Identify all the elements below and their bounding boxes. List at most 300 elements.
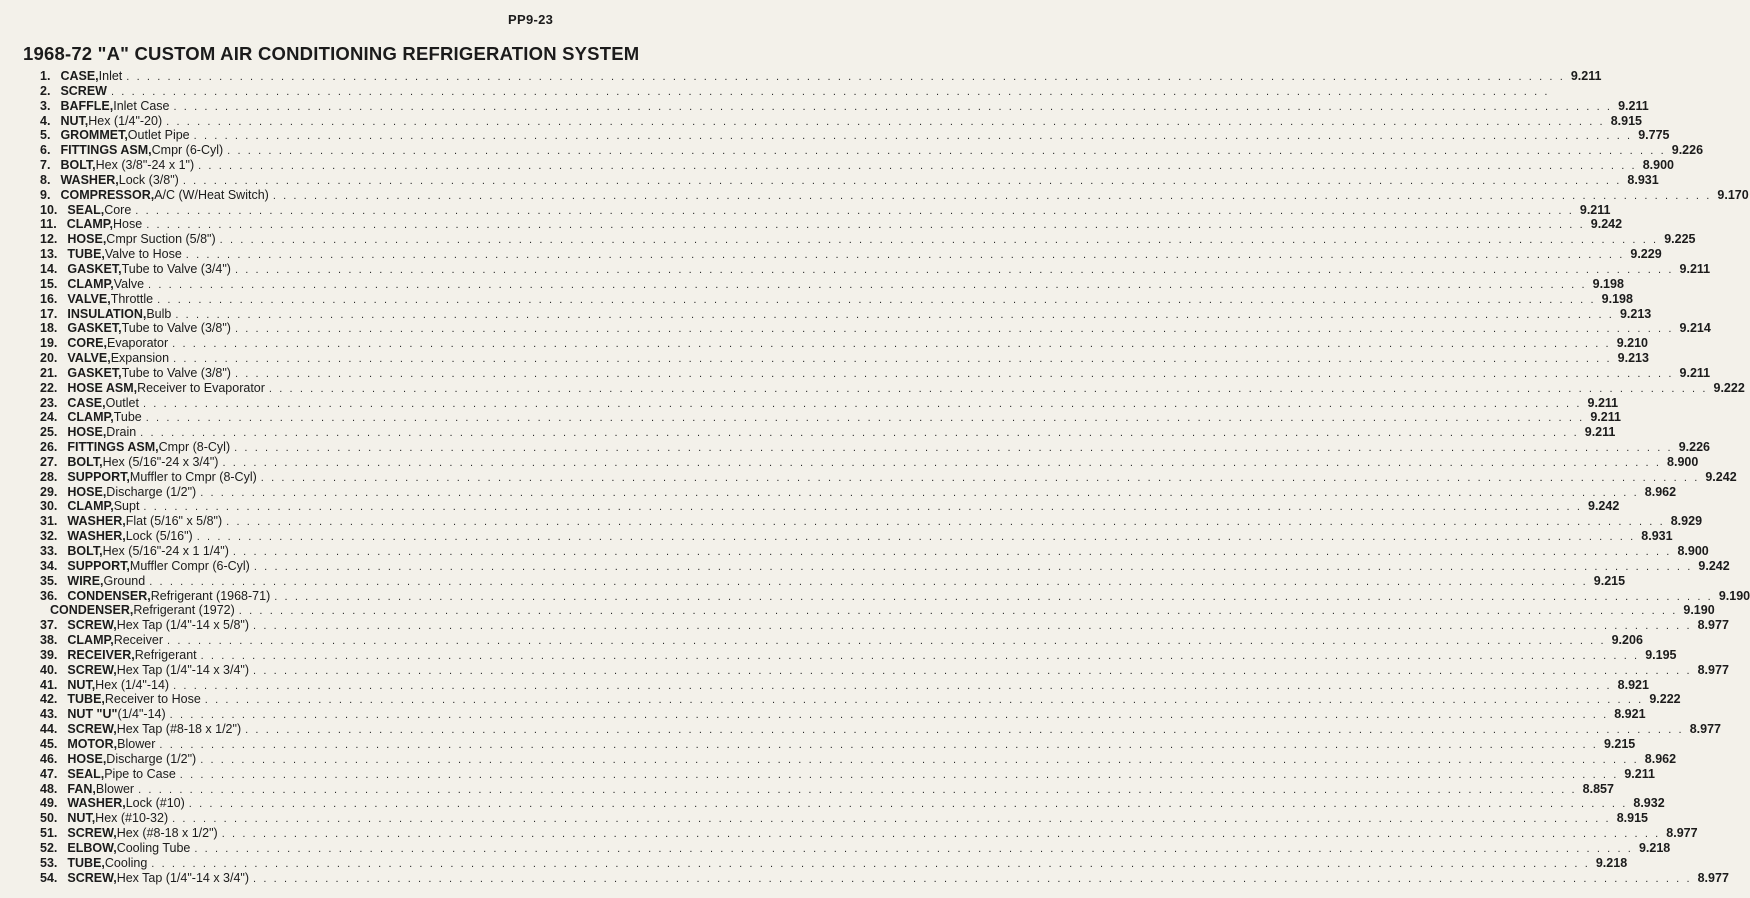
- group-number: 9.775: [1638, 128, 1670, 143]
- part-row: [40, 158, 1674, 173]
- part-name: VALVE,: [67, 291, 111, 306]
- part-name: CASE,: [67, 395, 106, 410]
- group-number: 9.213: [1617, 351, 1649, 366]
- part-description: Supt: [113, 499, 140, 514]
- part-row: [40, 781, 1614, 797]
- part-number: 27.: [40, 454, 58, 469]
- group-number: 9.198: [1592, 276, 1624, 291]
- part-name: SEAL,: [67, 202, 105, 217]
- part-description: Receiver to Evaporator: [137, 380, 265, 395]
- part-name: HOSE,: [67, 232, 107, 247]
- leader-dots: . . . . . . . . . . . . . . . . . . . . . . . . . . . . . . . . . . . . . . . . . . . . . . . . . . . . . . . . . . . . . . . . . . . . . . . . . . . . . . . . . . . . . . . . . . . . . . . . . . . . . . . . . . . . . . . . . . . . . . . . . . . . . . . . . . . . . . . . . . . .: [198, 160, 1637, 173]
- leader-dots: . . . . . . . . . . . . . . . . . . . . . . . . . . . . . . . . . . . . . . . . . . . . . . . . . . . . . . . . . . . . . . . . . . . . . . . . . . . . . . . . . . . . . . . . . . . . . . . . . . . . . . . . . . . . . . . . . . . . . . . . . . . . . . . . . . . . . . . . . . . .: [222, 456, 1662, 469]
- leader-dots: . . . . . . . . . . . . . . . . . . . . . . . . . . . . . . . . . . . . . . . . . . . . . . . . . . . . . . . . . . . . . . . . . . . . . . . . . . . . . . . . . . . . . . . . . . . . . . . . . . . . . . . . . . . . . . . . . . . . . . . . . . . . . . . . . . . . . . . . . . . .: [167, 635, 1606, 648]
- group-number: 9.211: [1679, 261, 1711, 276]
- leader-dots: . . . . . . . . . . . . . . . . . . . . . . . . . . . . . . . . . . . . . . . . . . . . . . . . . . . . . . . . . . . . . . . . . . . . . . . . . . . . . . . . . . . . . . . . . . . . . . . . . . . . . . . . . . . . . . . . . . . . . . . . . . . . . . . . . . . . . . . . . . . .: [200, 753, 1639, 766]
- leader-dots: . . . . . . . . . . . . . . . . . . . . . . . . . . . . . . . . . . . . . . . . . . . . . . . . . . . . . . . . . . . . . . . . . . . . . . . . . . . . . . . . . . . . . . . . . . . . . . . . . . . . . . . . . . . . . . . . . . . . . . . . . . . . . . . . . . . . . . . . . . . .: [260, 471, 1700, 484]
- part-row: [40, 83, 1550, 99]
- part-number: 33.: [40, 544, 58, 558]
- part-row: [40, 633, 1643, 648]
- group-number: 8.977: [1689, 722, 1721, 737]
- group-number: 9.242: [1698, 558, 1730, 573]
- part-description: Inlet: [98, 69, 123, 83]
- part-description: Evaporator: [106, 336, 169, 351]
- part-row: [40, 454, 1699, 470]
- part-description: (1/4"-14): [117, 707, 166, 722]
- leader-dots: . . . . . . . . . . . . . . . . . . . . . . . . . . . . . . . . . . . . . . . . . . . . . . . . . . . . . . . . . . . . . . . . . . . . . . . . . . . . . . . . . . . . . . . . . . . . . . . . . . . . . . . . . . . . . . . . . . . . . . . . . . . . . . . . . . . . . . . . . . . .: [226, 516, 1665, 529]
- part-description: Inlet Case: [113, 98, 170, 113]
- part-row: [40, 544, 1709, 559]
- part-number: 52.: [40, 840, 58, 855]
- part-number: 25.: [40, 425, 58, 440]
- part-name: BOLT,: [60, 158, 96, 173]
- group-number: 8.900: [1667, 454, 1699, 469]
- part-row: [40, 677, 1649, 693]
- part-description: Hose: [113, 217, 143, 232]
- part-row: [40, 855, 1628, 871]
- leader-dots: . . . . . . . . . . . . . . . . . . . . . . . . . . . . . . . . . . . . . . . . . . . . . . . . . . . . . . . . . . . . . . . . . . . . . . . . . . . . . . . . . . . . . . . . . . . . . . . . . . . . . . . . . . . . . . . . . . . . . . . . . . . . . . . . . . . . . . . . . . . .: [143, 501, 1582, 514]
- part-number: 45.: [40, 736, 58, 751]
- group-number: 9.195: [1645, 647, 1677, 662]
- part-description: Hex (5/16"-24 x 3/4"): [102, 454, 219, 469]
- part-row: [40, 261, 1711, 277]
- part-number: 14.: [40, 261, 58, 276]
- leader-dots: . . . . . . . . . . . . . . . . . . . . . . . . . . . . . . . . . . . . . . . . . . . . . . . . . . . . . . . . . . . . . . . . . . . . . . . . . . . . . . . . . . . . . . . . . . . . . . . . . . . . . . . . . . . . . . . . . . . . . . . . . . . . . . . . . . . . . . . . . . . .: [188, 798, 1628, 811]
- page-title: 1968-72 "A" CUSTOM AIR CONDITIONING REFRIGERATION SYSTEM: [23, 43, 640, 64]
- group-number: 8.962: [1644, 484, 1677, 499]
- part-name: SCREW,: [67, 618, 117, 633]
- part-row: [40, 425, 1616, 440]
- leader-dots: . . . . . . . . . . . . . . . . . . . . . . . . . . . . . . . . . . . . . . . . . . . . . . . . . . . . . . . . . . . . . . . . . . . . . . . . . . . . . . . . . . . . . . . . . . . . . . . . . . . . . . . . . . . . . . . . . . . . . . . . . . . . . . . . . . . . . . . . . . . .: [173, 679, 1612, 692]
- group-number: 9.213: [1619, 306, 1652, 321]
- part-row: [40, 187, 1749, 203]
- part-row: [40, 351, 1649, 366]
- part-description: Hex Tap (#8-18 x 1/2"): [116, 722, 242, 737]
- part-number: 35.: [40, 573, 58, 588]
- leader-dots: . . . . . . . . . . . . . . . . . . . . . . . . . . . . . . . . . . . . . . . . . . . . . . . . . . . . . . . . . . . . . . . . . . . . . . . . . . . . . . . . . . . . . . . . . . . . . . . . . . . . . . . . . . . . . . . . . . . . . . . . . . . . . . . . . . . . . . . . . . . .: [151, 857, 1590, 870]
- part-row: [40, 143, 1704, 158]
- part-description: Hex (3/8"-24 x 1"): [95, 158, 195, 173]
- group-number: 9.211: [1587, 395, 1619, 410]
- group-number: 9.222: [1649, 692, 1681, 707]
- part-row: [40, 380, 1745, 396]
- part-row: [40, 410, 1621, 425]
- part-row: [40, 469, 1737, 485]
- part-row: [40, 662, 1729, 678]
- part-number: 51.: [40, 826, 58, 841]
- part-description: Hex (#10-32): [95, 811, 169, 826]
- leader-dots: . . . . . . . . . . . . . . . . . . . . . . . . . . . . . . . . . . . . . . . . . . . . . . . . . . . . . . . . . . . . . . . . . . . . . . . . . . . . . . . . . . . . . . . . . . . . . . . . . . . . . . . . . . . . . . . . . . . . . . . . . . . . . . . . . . . . . . . . . . . .: [234, 323, 1674, 336]
- part-description: Throttle: [110, 291, 154, 306]
- part-description: Muffler to Cmpr (8-Cyl): [129, 469, 257, 484]
- part-name: GROMMET,: [60, 128, 128, 143]
- part-name: TUBE,: [67, 692, 105, 707]
- part-description: Outlet: [105, 395, 139, 410]
- part-number: 6.: [40, 143, 51, 158]
- group-number: 9.222: [1713, 380, 1745, 395]
- group-number: 9.226: [1671, 143, 1704, 158]
- part-row: [40, 128, 1670, 143]
- leader-dots: . . . . . . . . . . . . . . . . . . . . . . . . . . . . . . . . . . . . . . . . . . . . . . . . . . . . . . . . . . . . . . . . . . . . . . . . . . . . . . . . . . . . . . . . . . . . . . . . . . . . . . . . . . . . . . . . . . . . . . . . . . . . . . . . . . . . . . . . . . . .: [175, 308, 1614, 321]
- page-number: PP9-23: [508, 12, 554, 27]
- part-name: GASKET,: [67, 261, 122, 276]
- part-name: NUT,: [67, 677, 96, 692]
- part-row: [40, 618, 1729, 633]
- leader-dots: . . . . . . . . . . . . . . . . . . . . . . . . . . . . . . . . . . . . . . . . . . . . . . . . . . . . . . . . . . . . . . . . . . . . . . . . . . . . . . . . . . . . . . . . . . . . . . . . . . . . . . . . . . . . . . . . . . . . . . . . . . . . . . . . . . . . . . . . . . . .: [253, 560, 1693, 573]
- leader-dots: . . . . . . . . . . . . . . . . . . . . . . . . . . . . . . . . . . . . . . . . . . . . . . . . . . . . . . . . . . . . . . . . . . . . . . . . . . . . . . . . . . . . . . . . . . . . . . . . . . . . . . . . . . . . . . . . . . . . . . . . . . . . . . . . . . . . . . . . . . . .: [204, 694, 1644, 707]
- part-name: HOSE,: [67, 425, 107, 440]
- group-number: 8.915: [1616, 811, 1648, 826]
- part-description: Refrigerant: [134, 647, 197, 662]
- part-row: [40, 796, 1665, 811]
- group-number: 8.977: [1697, 662, 1729, 677]
- leader-dots: . . . . . . . . . . . . . . . . . . . . . . . . . . . . . . . . . . . . . . . . . . . . . . . . . . . . . . . . . . . . . . . . . . . . . . . . . . . . . . . . . . . . . . . . . . . . . . . . . . . . . . . . . . . . . . . . . . . . . . . . . . . . . . . . . . . . . . . . . . . .: [253, 872, 1692, 885]
- part-number: 39.: [40, 647, 58, 662]
- leader-dots: . . . . . . . . . . . . . . . . . . . . . . . . . . . . . . . . . . . . . . . . . . . . . . . . . . . . . . . . . . . . . . . . . . . . . . . . . . . . . . . . . . . . . . . . . . . . . . . . . . . . . . . . . . . . . . . . . . . . . . . . . . . . . . . . . . . . . . . . . . . .: [200, 649, 1640, 662]
- part-description: Cooling Tube: [116, 840, 191, 855]
- part-name: SCREW: [60, 83, 107, 98]
- part-name: HOSE,: [67, 484, 107, 499]
- group-number: 8.977: [1697, 870, 1729, 885]
- leader-dots: . . . . . . . . . . . . . . . . . . . . . . . . . . . . . . . . . . . . . . . . . . . . . . . . . . . . . . . . . . . . . . . . . . . . . . . . . . . . . . . . . . . . . . . . . . . . . . . . . . . . . . . . . . . . . . . . . . . . . . . . . . . . . . . . . . . . . . . . . . . .: [200, 486, 1639, 499]
- part-description: Valve: [113, 276, 145, 291]
- part-row: [40, 766, 1655, 782]
- part-number: 42.: [40, 692, 58, 707]
- part-description: Blower: [117, 736, 156, 751]
- part-name: BOLT,: [67, 454, 103, 469]
- part-row: [40, 365, 1711, 381]
- group-number: 9.214: [1679, 321, 1711, 336]
- part-description: Drain: [106, 425, 137, 440]
- part-description: Ground: [103, 573, 146, 588]
- part-name: CLAMP,: [67, 499, 114, 514]
- part-row: [40, 247, 1662, 262]
- part-number: 22.: [40, 380, 58, 395]
- part-name: NUT,: [60, 113, 89, 128]
- part-description: Tube to Valve (3/8"): [121, 365, 231, 380]
- part-name: SEAL,: [67, 766, 105, 781]
- part-number: 5.: [40, 128, 51, 143]
- part-description: Receiver: [113, 633, 164, 648]
- part-name: GASKET,: [67, 321, 122, 336]
- part-name: COMPRESSOR,: [60, 187, 155, 202]
- group-number: 8.931: [1641, 529, 1673, 544]
- group-number: 8.977: [1666, 826, 1698, 841]
- part-number: 44.: [40, 722, 58, 737]
- group-number: 9.229: [1630, 247, 1662, 262]
- leader-dots: . . . . . . . . . . . . . . . . . . . . . . . . . . . . . . . . . . . . . . . . . . . . . . . . . . . . . . . . . . . . . . . . . . . . . . . . . . . . . . . . . . . . . . . . . . . . . . . . . . . . . . . . . . . . . . . . . . . . . . . . . . . . . . . . . . . . . . . . . . . .: [185, 249, 1625, 262]
- group-number: 8.900: [1677, 544, 1709, 558]
- leader-dots: . . . . . . . . . . . . . . . . . . . . . . . . . . . . . . . . . . . . . . . . . . . . . . . . . . . . . . . . . . . . . . . . . . . . . . . . . . . . . . . . . . . . . . . . . . . . . . . . . . . . . . . . . . . . . . . . . . . . . . . . . . . . . . . . . . . . . . . . . . . .: [173, 353, 1612, 366]
- leader-dots: . . . . . . . . . . . . . . . . . . . . . . . . . . . . . . . . . . . . . . . . . . . . . . . . . . . . . . . . . . . . . . . . . . . . . . . . . . . . . . . . . . . . . . . . . . . . . . . . . . . . . . . . . . . . . . . . . . . . . . . . . . . . . . . . . . . . . . . . . . . .: [159, 738, 1598, 751]
- part-number: 41.: [40, 677, 58, 692]
- part-number: 53.: [40, 855, 58, 870]
- part-name: MOTOR,: [67, 736, 118, 751]
- part-name: VALVE,: [67, 351, 111, 366]
- leader-dots: . . . . . . . . . . . . . . . . . . . . . . . . . . . . . . . . . . . . . . . . . . . . . . . . . . . . . . . . . . . . . . . . . . . . . . . . . . . . . . . . . . . . . . . . . . . . . . . . . . . . . . . . . . . . . . . . . . . . . . . . . . . . . . . . . . . . . . . . . . . .: [179, 768, 1619, 781]
- part-number: 29.: [40, 484, 58, 499]
- group-number: 9.170: [1717, 187, 1749, 202]
- part-name: GASKET,: [67, 365, 122, 380]
- leader-dots: . . . . . . . . . . . . . . . . . . . . . . . . . . . . . . . . . . . . . . . . . . . . . . . . . . . . . . . . . . . . . . . . . . . . . . . . . . . . . . . . . . . . . . . . . . . . . . . . . . . . . . . . . . . . . . . . . . . . . . . . . . . . . . . . . . . . . . . . . . . .: [227, 145, 1666, 158]
- leader-dots: . . . . . . . . . . . . . . . . . . . . . . . . . . . . . . . . . . . . . . . . . . . . . . . . . . . . . . . . . . . . . . . . . . . . . . . . . . . . . . . . . . . . . . . . . . . . . . . . . . . . . . . . . . . . . . . . . . . . . . . . . . . . . . . . . . . . . . . . . . . .: [138, 783, 1577, 796]
- part-row: [40, 395, 1619, 411]
- part-description: Outlet Pipe: [127, 128, 190, 143]
- part-row: [40, 811, 1648, 826]
- part-name: NUT "U": [67, 707, 118, 722]
- part-row: [40, 603, 1715, 618]
- part-number: 54.: [40, 870, 58, 885]
- part-row: [40, 647, 1677, 663]
- part-name: FITTINGS ASM,: [67, 440, 159, 455]
- group-number: 9.211: [1584, 425, 1616, 440]
- part-description: Hex Tap (1/4"-14 x 3/4"): [116, 662, 250, 677]
- part-name: CLAMP,: [67, 276, 114, 291]
- part-name: CLAMP,: [67, 410, 114, 425]
- part-name: RECEIVER,: [67, 647, 135, 662]
- leader-dots: . . . . . . . . . . . . . . . . . . . . . . . . . . . . . . . . . . . . . . . . . . . . . . . . . . . . . . . . . . . . . . . . . . . . . . . . . . . . . . . . . . . . . . . . . . . . . . . . . . . . . . . . . . . . . . . . . . . . . . . . . . . . . . . . . . . . . . . . . . . .: [166, 115, 1605, 128]
- part-number: 1.: [40, 69, 51, 83]
- part-number: 10.: [40, 202, 58, 217]
- part-row: [40, 202, 1611, 218]
- leader-dots: . . . . . . . . . . . . . . . . . . . . . . . . . . . . . . . . . . . . . . . . . . . . . . . . . . . . . . . . . . . . . . . . . . . . . . . . . . . . . . . . . . . . . . . . . . . . . . . . . . . . . . . . . . . . . . . . . . . . . . . . . . . . . . . . . . . . . . . . . . . .: [253, 620, 1692, 633]
- group-number: 9.215: [1593, 573, 1626, 588]
- part-number: 16.: [40, 291, 58, 306]
- part-name: FAN,: [67, 781, 96, 796]
- part-name: BOLT,: [67, 544, 103, 558]
- leader-dots: . . . . . . . . . . . . . . . . . . . . . . . . . . . . . . . . . . . . . . . . . . . . . . . . . . . . . . . . . . . . . . . . . . . . . . . . . . . . . . . . . . . . . . . . . . . . . . . . . . . . . . . . . . . . . . . . . . . . . . . . . . . . . . . . . . . . . . . . . . . .: [142, 397, 1582, 410]
- group-number: 8.929: [1670, 514, 1703, 529]
- part-number: 50.: [40, 811, 58, 826]
- part-description: Refrigerant (1968-71): [150, 588, 271, 603]
- part-name: TUBE,: [67, 855, 105, 870]
- part-number: 21.: [40, 365, 58, 380]
- part-name: CONDENSER,: [67, 588, 151, 603]
- group-number: 9.190: [1718, 588, 1750, 603]
- part-description: Receiver to Hose: [104, 692, 201, 707]
- part-description: Cmpr (6-Cyl): [151, 143, 224, 158]
- leader-dots: . . . . . . . . . . . . . . . . . . . . . . . . . . . . . . . . . . . . . . . . . . . . . . . . . . . . . . . . . . . . . . . . . . . . . . . . . . . . . . . . . . . . . . . . . . . . . . . . . . . . . . . . . . . . . . . . . . . . . . . . . . . . . . . . . . . . . . . . . . . .: [234, 263, 1674, 276]
- part-name: WASHER,: [60, 172, 119, 187]
- part-number: 12.: [40, 232, 58, 247]
- part-row: [40, 751, 1677, 767]
- part-name: SCREW,: [67, 870, 117, 885]
- part-row: [40, 573, 1626, 589]
- part-name: CLAMP,: [67, 633, 114, 648]
- part-number: 40.: [40, 662, 58, 677]
- part-row: [40, 499, 1620, 514]
- part-row: [40, 113, 1642, 129]
- part-number: 11.: [40, 217, 57, 232]
- part-number: 2.: [40, 83, 51, 98]
- part-description: Tube: [113, 410, 142, 425]
- group-number: 9.218: [1638, 840, 1671, 855]
- part-name: INSULATION,: [67, 306, 147, 321]
- part-row: [40, 217, 1623, 232]
- part-description: Lock (3/8"): [118, 172, 179, 187]
- part-row: [40, 722, 1721, 737]
- part-row: [40, 826, 1698, 841]
- group-number: 9.190: [1683, 603, 1715, 618]
- part-description: Core: [104, 202, 132, 217]
- part-number: 34.: [40, 558, 58, 573]
- part-row: [40, 69, 1602, 84]
- leader-dots: . . . . . . . . . . . . . . . . . . . . . . . . . . . . . . . . . . . . . . . . . . . . . . . . . . . . . . . . . . . . . . . . . . . . . . . . . . . . . . . . . . . . . . . . . . . . . . . . . . . . . . . . . . . . . . . . . . . . . . . . . . . . . . . . . . . . . . . . . . . .: [219, 234, 1659, 247]
- group-number: 9.210: [1616, 336, 1648, 351]
- part-name: HOSE ASM,: [67, 380, 138, 395]
- part-row: [40, 870, 1729, 886]
- part-number: 19.: [40, 336, 58, 351]
- part-name: HOSE,: [67, 751, 107, 766]
- part-row: [40, 840, 1671, 856]
- leader-dots: . . . . . . . . . . . . . . . . . . . . . . . . . . . . . . . . . . . . . . . . . . . . . . . . . . . . . . . . . . . . . . . . . . . . . . . . . . . . . . . . . . . . . . . . . . . . . . . . . . . . . . . . . . . . . . . . . . . . . . . . . . . . . . . . . . . . . . . . . . . .: [149, 575, 1588, 588]
- leader-dots: . . . . . . . . . . . . . . . . . . . . . . . . . . . . . . . . . . . . . . . . . . . . . . . . . . . . . . . . . . . . . . . . . . . . . . . . . . . . . . . . . . . . . . . . . . . . . . . . . . . . . . . . . . . . . . . . . . . . . . . . . . . . . . . . . . . . . . . . . . . .: [182, 174, 1622, 187]
- leader-dots: . . . . . . . . . . . . . . . . . . . . . . . . . . . . . . . . . . . . . . . . . . . . . . . . . . . . . . . . . . . . . . . . . . . . . . . . . . . . . . . . . . . . . . . . . . . . . . . . . . . . . . . . . . . . . . . . . . . . . . . . . . . . . . . . . . . . . . . . . . . .: [172, 813, 1611, 826]
- group-number: 9.215: [1603, 736, 1636, 751]
- part-row: [40, 232, 1696, 247]
- group-number: 8.931: [1627, 172, 1659, 187]
- part-number: 49.: [40, 796, 58, 811]
- part-description: A/C (W/Heat Switch): [154, 187, 269, 202]
- part-name: CONDENSER,: [50, 603, 134, 618]
- part-description: Pipe to Case: [104, 766, 176, 781]
- part-number: 36.: [40, 588, 58, 603]
- group-number: 9.226: [1678, 440, 1710, 455]
- leader-dots: . . . . . . . . . . . . . . . . . . . . . . . . . . . . . . . . . . . . . . . . . . . . . . . . . . . . . . . . . . . . . . . . . . . . . . . . . . . . . . . . . . . . . . . . . . . . . . . . . . . . . . . . . . . . . . . . . . . . . . . . . . . . . . . . . . . . . . . . . . . .: [172, 338, 1611, 351]
- group-number: 9.211: [1579, 202, 1611, 217]
- group-number: 9.242: [1590, 217, 1623, 232]
- group-number: 9.211: [1590, 410, 1621, 425]
- part-row: [40, 558, 1730, 574]
- part-description: Hex (5/16"-24 x 1 1/4"): [102, 544, 229, 558]
- leader-dots: . . . . . . . . . . . . . . . . . . . . . . . . . . . . . . . . . . . . . . . . . . . . . . . . . . . . . . . . . . . . . . . . . . . . . . . . . . . . . . . . . . . . . . . . . . . . . . . . . . . . . . . . . . . . . . . . . . . . . . . . . . . . . . . . . . . . . . . . . . . .: [135, 204, 1574, 217]
- part-number: 20.: [40, 351, 58, 366]
- part-number: 23.: [40, 395, 58, 410]
- leader-dots: . . . . . . . . . . . . . . . . . . . . . . . . . . . . . . . . . . . . . . . . . . . . . . . . . . . . . . . . . . . . . . . . . . . . . . . . . . . . . . . . . . . . . . . . . . . . . . . . . . . . . . . . . . . . . . . . . . . . . . . . . . . . . . . . . . . . . . . . . . . .: [232, 546, 1672, 558]
- leader-dots: . . . . . . . . . . . . . . . . . . . . . . . . . . . . . . . . . . . . . . . . . . . . . . . . . . . . . . . . . . . . . . . . . . . . . . . . . . . . . . . . . . . . . . . . . . . . . . . . . . . . . . . . . . . . . . . . . . . . . . . . . . . . . . . . . . . . . . . . . . . .: [194, 842, 1633, 855]
- part-number: 3.: [40, 98, 51, 113]
- leader-dots: . . . . . . . . . . . . . . . . . . . . . . . . . . . . . . . . . . . . . . . . . . . . . . . . . . . . . . . . . . . . . . . . . . . . . . . . . . . . . . . . . . . . . . . . . . . . . . . . . . . . . . . . . . . . . . . . . . . . . . . . . . . . . . . . . . . . . . . . . . . .: [145, 412, 1585, 425]
- part-number: 47.: [40, 766, 58, 781]
- group-number: 9.206: [1611, 633, 1643, 648]
- part-row: [40, 707, 1646, 722]
- part-number: 30.: [40, 499, 58, 514]
- group-number: 9.211: [1570, 69, 1602, 83]
- part-number: 4.: [40, 113, 51, 128]
- part-number: 17.: [40, 306, 58, 321]
- group-number: 8.932: [1633, 796, 1665, 811]
- part-name: CASE,: [60, 69, 99, 83]
- leader-dots: . . . . . . . . . . . . . . . . . . . . . . . . . . . . . . . . . . . . . . . . . . . . . . . . . . . . . . . . . . . . . . . . . . . . . . . . . . . . . . . . . . . . . . . . . . . . . . . . . . . . . . . . . . . . . . . . . . . . . . . . . . . . . . . . . . . . . . . . . . . .: [245, 724, 1684, 737]
- group-number: 9.218: [1595, 855, 1628, 870]
- part-row: [40, 172, 1659, 188]
- leader-dots: . . . . . . . . . . . . . . . . . . . . . . . . . . . . . . . . . . . . . . . . . . . . . . . . . . . . . . . . . . . . . . . . . . . . . . . . . . . . . . . . . . . . . . . . . . . . . . . . . . . . . . . . . . . . . . . . . . . . . . . . . . . . . . . . . . . . . . . . . . . .: [268, 382, 1708, 395]
- part-row: [40, 98, 1649, 114]
- part-number: 48.: [40, 781, 58, 796]
- part-description: Flat (5/16" x 5/8"): [125, 514, 223, 529]
- group-number: 8.921: [1617, 677, 1649, 692]
- leader-dots: . . . . . . . . . . . . . . . . . . . . . . . . . . . . . . . . . . . . . . . . . . . . . . . . . . . . . . . . . . . . . . . . . . . . . . . . . . . . . . . . . . . . . . . . . . . . . . . . . . . . . . . . . . . . . . . . . . . . . . . . . . . . . . . . . . . . . . . . . . . .: [221, 828, 1661, 841]
- part-row: [40, 321, 1711, 336]
- leader-dots: . . . . . . . . . . . . . . . . . . . . . . . . . . . . . . . . . . . . . . . . . . . . . . . . . . . . . . . . . . . . . . . . . . . . . . . . . . . . . . . . . . . . . . . . . . . . . . . . . . . . . . . . . . . . . . . . . . . . . . . . . . . . . . . . . . . . . . . . . . . .: [253, 664, 1692, 677]
- group-number: 9.211: [1618, 98, 1649, 113]
- part-description: Blower: [95, 781, 135, 796]
- part-number: 9.: [40, 187, 51, 202]
- leader-dots: . . . . . . . . . . . . . . . . . . . . . . . . . . . . . . . . . . . . . . . . . . . . . . . . . . . . . . . . . . . . . . . . . . . . . . . . . . . . . . . . . . . . . . . . . . . . . . . . . . . . . . . . . . . . . . . . . . . . . . . . . . . . . . . . . . . . . . . . . . . .: [196, 531, 1636, 544]
- group-number: 8.915: [1610, 113, 1642, 128]
- part-name: SCREW,: [67, 826, 117, 841]
- group-number: 9.211: [1624, 766, 1655, 781]
- part-description: Discharge (1/2"): [106, 751, 197, 766]
- part-name: SUPPORT,: [67, 469, 130, 484]
- leader-dots: . . . . . . . . . . . . . . . . . . . . . . . . . . . . . . . . . . . . . . . . . . . . . . . . . . . . . . . . . . . . . . . . . . . . . . . . . . . . . . . . . . . . . . . . . . . . . . . . . . . . . . . . . . . . . . . . . . . . . . . . . . . . . . . . . . . . . . . . . . . .: [148, 278, 1587, 291]
- part-description: Discharge (1/2"): [106, 484, 197, 499]
- part-description: Hex Tap (1/4"-14 x 5/8"): [116, 618, 250, 633]
- part-number: 37.: [40, 618, 58, 633]
- group-number: 8.962: [1644, 751, 1677, 766]
- part-number: 26.: [40, 440, 58, 455]
- part-name: CORE,: [67, 336, 107, 351]
- group-number: 8.921: [1614, 707, 1646, 722]
- part-name: SCREW,: [67, 662, 117, 677]
- part-row: [40, 692, 1681, 707]
- part-row: [40, 276, 1624, 292]
- part-name: BAFFLE,: [60, 98, 114, 113]
- part-description: Cmpr (8-Cyl): [158, 440, 231, 455]
- leader-dots: . . . . . . . . . . . . . . . . . . . . . . . . . . . . . . . . . . . . . . . . . . . . . . . . . . . . . . . . . . . . . . . . . . . . . . . . . . . . . . . . . . . . . . . . . . . . . . . . . . . . . . . . . . . . . . . . . . . . . . . . . . . . . . . . . . . . . . . . . . . .: [173, 100, 1613, 113]
- part-row: [40, 514, 1703, 529]
- leader-dots: . . . . . . . . . . . . . . . . . . . . . . . . . . . . . . . . . . . . . . . . . . . . . . . . . . . . . . . . . . . . . . . . . . . . . . . . . . . . . . . . . . . . . . . . . . . . . . . . . . . . . . . . . . . . . . . . . . . . . . . . . . . . . . . . . . . . . . . . . . . .: [274, 590, 1713, 603]
- part-name: CLAMP,: [66, 217, 113, 232]
- part-description: Hex (#8-18 x 1/2"): [116, 826, 218, 841]
- part-name: SUPPORT,: [67, 558, 130, 573]
- part-row: [40, 336, 1648, 351]
- part-number: 8.: [40, 172, 51, 187]
- group-number: 8.900: [1642, 158, 1674, 173]
- part-row: [40, 529, 1673, 544]
- part-description: Refrigerant (1972): [133, 603, 235, 618]
- part-number: 38.: [40, 633, 58, 648]
- part-row: [40, 588, 1750, 604]
- part-number: 13.: [40, 247, 58, 262]
- part-name: ELBOW,: [67, 840, 117, 855]
- part-number: 43.: [40, 707, 58, 722]
- group-number: 8.857: [1582, 781, 1614, 796]
- leader-dots: . . . . . . . . . . . . . . . . . . . . . . . . . . . . . . . . . . . . . . . . . . . . . . . . . . . . . . . . . . . . . . . . . . . . . . . . . . . . . . . . . . . . . . . . . . . . . . . . . . . . . . . . . . . . . . . . . . . . . . . . . . . . . . . . . . . . . . . . . . . .: [234, 442, 1673, 455]
- part-name: FITTINGS ASM,: [60, 143, 152, 158]
- part-number: 24.: [40, 410, 58, 425]
- part-name: WASHER,: [67, 514, 126, 529]
- part-number: 32.: [40, 529, 58, 544]
- part-name: NUT,: [67, 811, 96, 826]
- part-row: [40, 306, 1652, 322]
- part-name: WASHER,: [67, 796, 126, 811]
- part-name: TUBE,: [67, 247, 105, 262]
- part-description: Hex (1/4"-14): [95, 677, 170, 692]
- leader-dots: . . . . . . . . . . . . . . . . . . . . . . . . . . . . . . . . . . . . . . . . . . . . . . . . . . . . . . . . . . . . . . . . . . . . . . . . . . . . . . . . . . . . . . . . . . . . . . . . . . . . . . . . . . . . . . . . . . . . . . . . . . . . . . . . . . . . . . . . . . . .: [157, 293, 1596, 306]
- leader-dots: . . . . . . . . . . . . . . . . . . . . . . . . . . . . . . . . . . . . . . . . . . . . . . . . . . . . . . . . . . . . . . . . . . . . . . . . . . . . . . . . . . . . . . . . . . . . . . . . . . . . . . . . . . . . . . . . . . . . . . . . . . . . . . . . . . . . . . . . . . . .: [238, 605, 1678, 618]
- part-description: Muffler Compr (6-Cyl): [129, 558, 250, 573]
- group-number: 9.211: [1679, 365, 1711, 380]
- group-number: 9.225: [1664, 232, 1696, 247]
- part-number: 31.: [40, 514, 58, 529]
- group-number: 9.242: [1588, 499, 1620, 514]
- part-number: 28.: [40, 469, 58, 484]
- leader-dots: . . . . . . . . . . . . . . . . . . . . . . . . . . . . . . . . . . . . . . . . . . . . . . . . . . . . . . . . . . . . . . . . . . . . . . . . . . . . . . . . . . . . . . . . . . . . . . . . . . . . . . . . . . . . . . . . . . . . . . . . . . . . . . . . . . . . . . . . . . . .: [234, 367, 1674, 380]
- part-name: WASHER,: [67, 529, 126, 544]
- part-description: Bulb: [146, 306, 172, 321]
- part-description: Valve to Hose: [104, 247, 182, 262]
